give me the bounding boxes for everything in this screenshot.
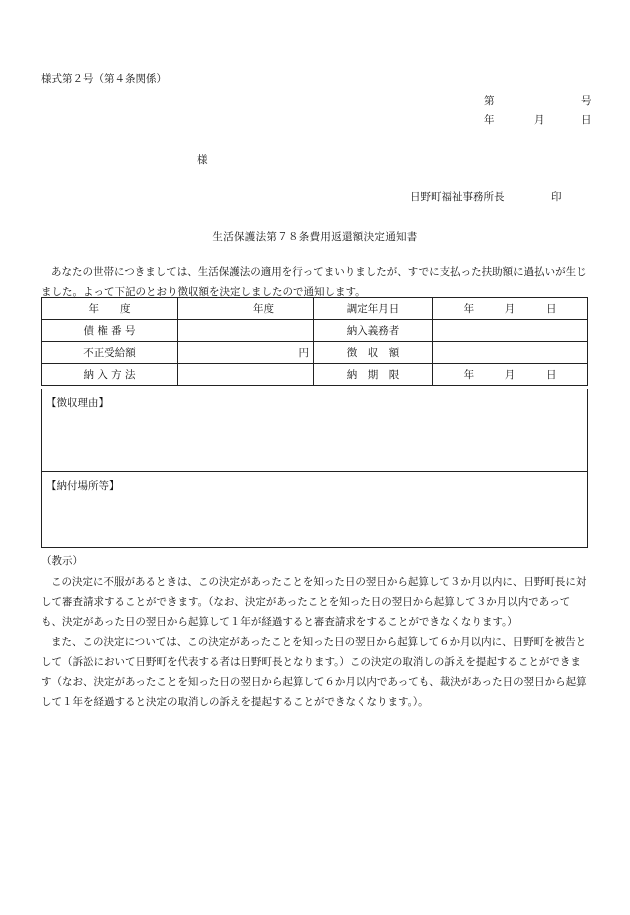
assessment-date-label: 調定年月日	[314, 298, 433, 320]
notice-paragraph-1: この決定に不服があるときは、この決定があったことを知った日の翌日から起算して３か月以内に、日野町長に対して審査請求することができます。（なお、決定があったことを知った日の翌日から起算して３か月以内であっても、決定があった日の翌日から起算して１年が経過すると審査請求をすることができなくなります。）	[41, 576, 587, 628]
payment-method-value	[178, 364, 314, 386]
notice-body	[41, 572, 587, 712]
decision-table	[41, 297, 588, 386]
assessment-date-value	[433, 298, 588, 320]
doc-date-year: 年	[484, 114, 495, 126]
fiscal-year-value: 年度	[178, 298, 314, 320]
collection-reason-label: 【徴収理由】	[46, 397, 109, 409]
collection-amount-value	[433, 342, 588, 364]
addressee-suffix: 様	[197, 154, 208, 166]
doc-date-month: 月	[534, 114, 545, 126]
payment-method-label: 納 入 方 法	[42, 364, 178, 386]
table-row	[42, 364, 588, 386]
due-date-label: 納 期 限	[314, 364, 433, 386]
document-title: 生活保護法第７８条費用返還額決定通知書	[212, 231, 418, 243]
doc-date-day: 日	[581, 114, 592, 126]
month-unit: 月	[504, 303, 516, 315]
yen-unit: 円	[298, 347, 309, 359]
doc-number-suffix: 号	[581, 95, 592, 107]
claim-number-label: 債 権 番 号	[42, 320, 178, 342]
claim-number-value	[178, 320, 314, 342]
seal-mark: 印	[551, 191, 562, 203]
doc-number-prefix: 第	[484, 95, 495, 107]
day-unit: 日	[545, 303, 557, 315]
notice-heading: （教示）	[41, 555, 83, 567]
table-row	[42, 320, 588, 342]
day-unit: 日	[545, 369, 557, 381]
year-unit: 年	[463, 303, 475, 315]
month-unit: 月	[504, 369, 516, 381]
collection-reason-box	[41, 389, 588, 472]
improper-benefit-value	[178, 342, 314, 364]
improper-benefit-label: 不正受給額	[42, 342, 178, 364]
due-date-value	[433, 364, 588, 386]
intro-text: あなたの世帯につきましては、生活保護法の適用を行ってまいりましたが、すでに支払った扶助額に過払いが生じました。よって下記のとおり徴収額を決定しましたので通知します。	[41, 266, 587, 298]
intro-paragraph	[41, 262, 589, 302]
table-row	[42, 298, 588, 320]
issuer-name: 日野町福祉事務所長	[410, 191, 505, 203]
payment-place-box	[41, 472, 588, 548]
fiscal-year-label: 年 度	[42, 298, 178, 320]
notice-paragraph-2: また、この決定については、この決定があったことを知った日の翌日から起算して６か月以内に、日野町を被告として（訴訟において日野町を代表する者は日野町長となります。）この決定の取消しの訴えを提起することができます（なお、決定があったことを知った日の翌日から起算して６か月以内であっても、裁決があった日の翌日から起算して１年を経過すると決定の取消しの訴えを提起することができなくなります。）。	[41, 636, 587, 708]
year-unit: 年	[463, 369, 475, 381]
obligor-label: 納入義務者	[314, 320, 433, 342]
obligor-value	[433, 320, 588, 342]
table-row	[42, 342, 588, 364]
form-number: 様式第２号（第４条関係）	[41, 73, 167, 85]
collection-amount-label: 徴 収 額	[314, 342, 433, 364]
payment-place-label: 【納付場所等】	[46, 480, 120, 492]
